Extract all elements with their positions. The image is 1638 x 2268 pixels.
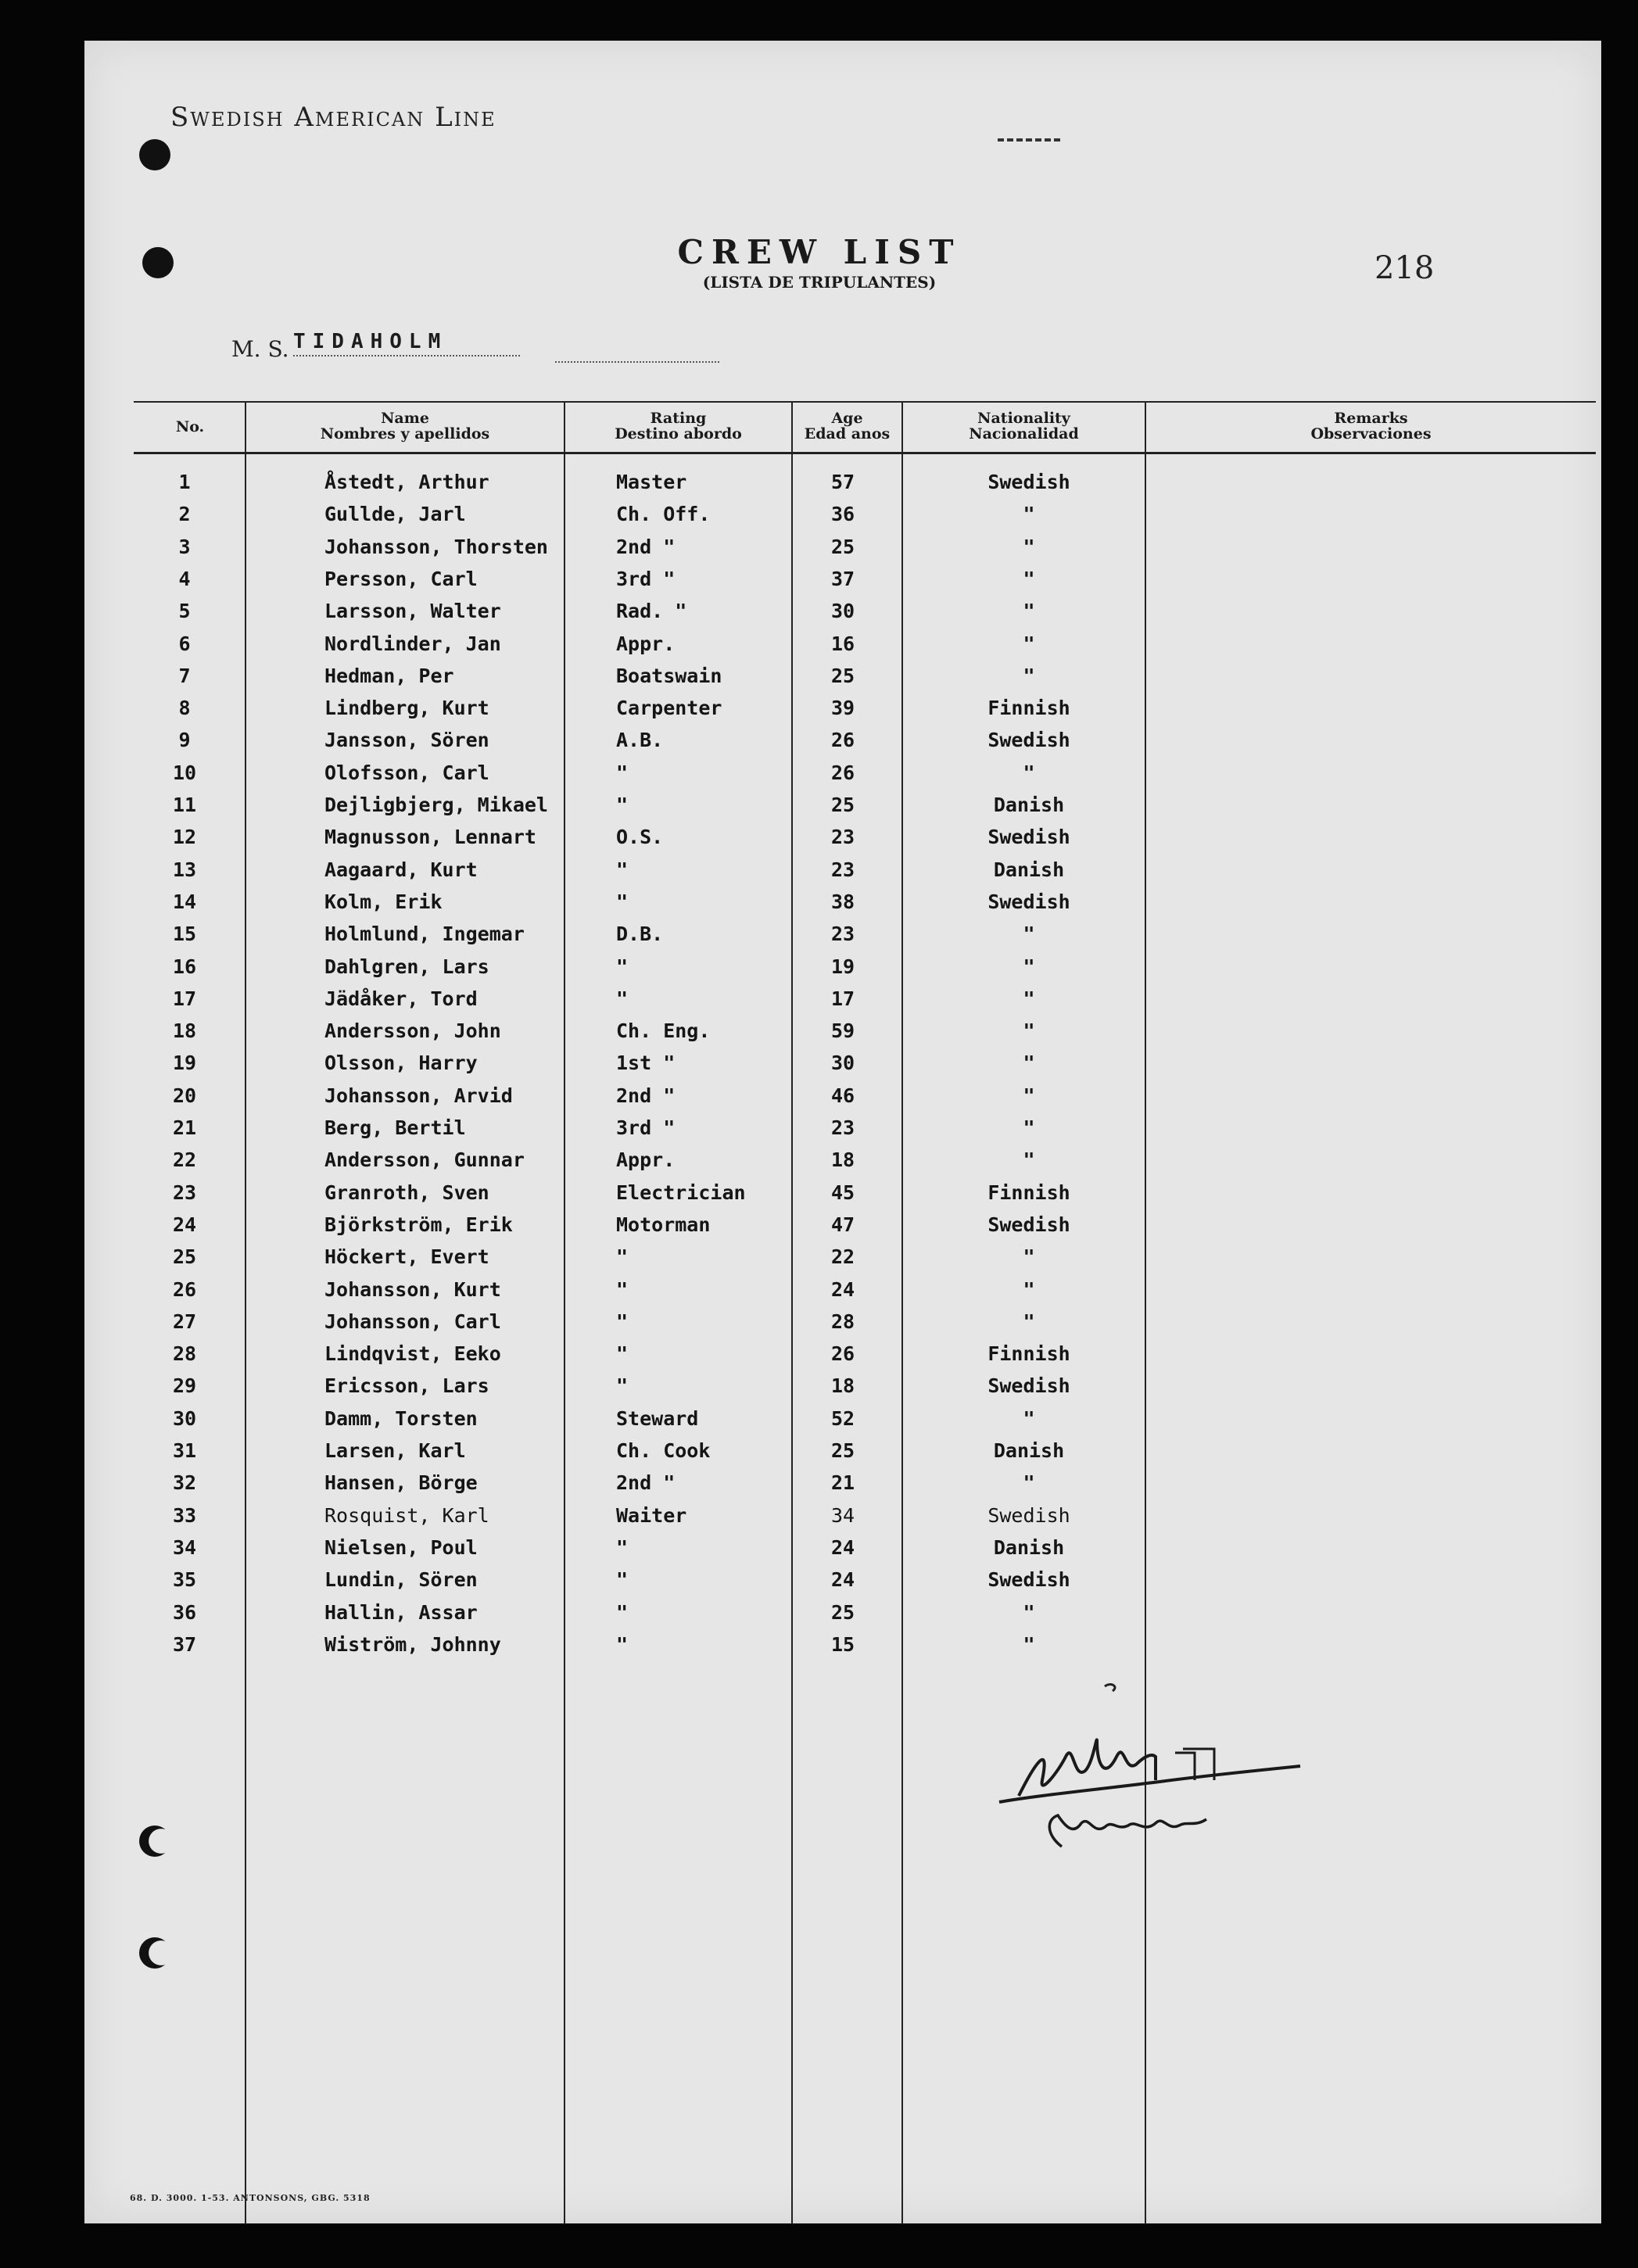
crew-name: Åstedt, Arthur — [324, 471, 489, 493]
crew-nationality: " — [1023, 1471, 1035, 1495]
crew-number: 20 — [172, 1084, 197, 1107]
header-age: Age Edad anos — [804, 410, 891, 442]
crew-number: 9 — [178, 729, 191, 752]
crew-number: 13 — [172, 858, 197, 881]
crew-rating: 3rd " — [616, 567, 676, 590]
crew-number: 26 — [172, 1277, 197, 1301]
crew-name: Hedman, Per — [324, 664, 454, 687]
crew-name: Berg, Bertil — [324, 1116, 466, 1139]
header-name: Name Nombres y apellidos — [320, 410, 490, 442]
crew-name: Magnusson, Lennart — [324, 826, 536, 849]
crew-number: 22 — [172, 1148, 197, 1172]
crew-name: Jansson, Sören — [324, 729, 489, 752]
crew-number: 23 — [172, 1181, 197, 1204]
document-subtitle: (LISTA DE TRIPULANTES) — [702, 273, 937, 292]
crew-nationality: " — [1023, 761, 1035, 784]
crew-rating: " — [616, 1310, 629, 1333]
crew-number: 17 — [172, 987, 197, 1010]
dash-mark — [998, 138, 1060, 145]
ship-label: M. S. — [231, 336, 289, 362]
crew-rating: " — [616, 761, 629, 784]
crew-name: Nielsen, Poul — [324, 1535, 478, 1559]
crew-number: 32 — [172, 1471, 197, 1495]
crew-name: Hansen, Börge — [324, 1471, 478, 1495]
crew-number: 28 — [172, 1342, 197, 1366]
crew-rating: A.B. — [616, 729, 664, 752]
crew-rating: " — [616, 987, 629, 1010]
table-row — [84, 536, 1601, 568]
crew-nationality: Danish — [993, 1439, 1065, 1462]
crew-rating: " — [616, 1568, 629, 1592]
crew-name: Larsson, Walter — [324, 600, 501, 623]
crew-rating: 1st " — [616, 1052, 676, 1075]
crew-number: 16 — [172, 955, 197, 978]
crew-nationality: " — [1023, 923, 1035, 946]
table-row — [84, 987, 1601, 1019]
crew-name: Dejligbjerg, Mikael — [324, 794, 548, 816]
crew-number: 35 — [172, 1568, 197, 1592]
crew-age: 17 — [830, 987, 855, 1010]
crew-age: 18 — [830, 1148, 855, 1172]
crew-name: Aagaard, Kurt — [324, 858, 478, 881]
crew-rating: " — [616, 1245, 629, 1269]
crew-rating: " — [616, 1632, 629, 1656]
crew-list-document — [84, 41, 1601, 2223]
crew-age: 23 — [830, 923, 855, 946]
crew-nationality: Swedish — [987, 1213, 1070, 1236]
crew-name: Johansson, Arvid — [324, 1084, 513, 1107]
crew-age: 23 — [830, 1116, 855, 1139]
crew-name: Hallin, Assar — [324, 1600, 478, 1624]
crew-age: 26 — [830, 729, 855, 752]
crew-age: 26 — [830, 1342, 855, 1366]
table-row — [84, 1148, 1601, 1181]
table-header-rule — [134, 452, 1596, 454]
crew-nationality: " — [1023, 600, 1035, 623]
crew-number: 3 — [178, 535, 191, 558]
crew-number: 18 — [172, 1019, 197, 1043]
crew-age: 36 — [830, 503, 855, 526]
table-row — [84, 1181, 1601, 1213]
crew-name: Ericsson, Lars — [324, 1374, 489, 1398]
crew-name: Persson, Carl — [324, 567, 478, 590]
crew-name: Lundin, Sören — [324, 1568, 478, 1592]
crew-age: 18 — [830, 1374, 855, 1398]
crew-nationality: Danish — [993, 1535, 1065, 1559]
table-row — [84, 955, 1601, 987]
crew-rating: Appr. — [616, 632, 676, 655]
table-row — [84, 600, 1601, 632]
crew-nationality: Swedish — [987, 1503, 1070, 1527]
crew-nationality: " — [1023, 987, 1035, 1010]
table-row — [84, 826, 1601, 858]
crew-nationality: Finnish — [987, 1181, 1070, 1204]
crew-number: 14 — [172, 890, 197, 913]
crew-name: Olofsson, Carl — [324, 761, 489, 784]
crew-age: 52 — [830, 1406, 855, 1430]
crew-name: Larsen, Karl — [324, 1439, 466, 1462]
header-rating: Rating Destino abordo — [615, 410, 742, 442]
crew-age: 38 — [830, 890, 855, 913]
punch-hole — [142, 247, 174, 278]
table-row — [84, 923, 1601, 955]
form-code: 68. D. 3000. 1-53. ANTONSONS, GBG. 5318 — [130, 2193, 371, 2203]
crew-name: Andersson, John — [324, 1019, 501, 1043]
crew-rating: Motorman — [616, 1213, 711, 1236]
crew-rating: Steward — [616, 1406, 699, 1430]
crew-age: 37 — [830, 567, 855, 590]
crew-rating: 2nd " — [616, 1471, 676, 1495]
table-row — [84, 1310, 1601, 1342]
crew-age: 26 — [830, 761, 855, 784]
crew-name: Andersson, Gunnar — [324, 1148, 525, 1172]
crew-number: 1 — [178, 471, 191, 493]
crew-rating: 3rd " — [616, 1116, 676, 1139]
crew-age: 19 — [830, 955, 855, 978]
crew-rating: Waiter — [616, 1503, 687, 1527]
table-row — [84, 1439, 1601, 1471]
table-row — [84, 665, 1601, 697]
crew-age: 25 — [830, 794, 855, 816]
crew-number: 19 — [172, 1052, 197, 1075]
crew-number: 31 — [172, 1439, 197, 1462]
crew-age: 47 — [830, 1213, 855, 1236]
crew-age: 24 — [830, 1277, 855, 1301]
crew-age: 24 — [830, 1568, 855, 1592]
crew-nationality: Swedish — [987, 890, 1070, 913]
crew-nationality: Swedish — [987, 729, 1070, 752]
crew-number: 4 — [178, 567, 191, 590]
crew-number: 34 — [172, 1535, 197, 1559]
crew-nationality: " — [1023, 567, 1035, 590]
crew-number: 11 — [172, 794, 197, 816]
crew-nationality: Swedish — [987, 471, 1070, 493]
table-row — [84, 568, 1601, 600]
table-row — [84, 1213, 1601, 1245]
crew-rating: " — [616, 1342, 629, 1366]
crew-rating: " — [616, 890, 629, 913]
crew-number: 33 — [172, 1503, 197, 1527]
punch-hole — [139, 139, 170, 170]
crew-nationality: Danish — [993, 794, 1065, 816]
crew-rating: " — [616, 1600, 629, 1624]
crew-age: 30 — [830, 600, 855, 623]
crew-nationality: Finnish — [987, 1342, 1070, 1366]
crew-nationality: " — [1023, 632, 1035, 655]
table-row — [84, 471, 1601, 503]
crew-name: Damm, Torsten — [324, 1406, 478, 1430]
table-row — [84, 1601, 1601, 1633]
crew-number: 21 — [172, 1116, 197, 1139]
crew-name: Gullde, Jarl — [324, 503, 466, 526]
table-row — [84, 1407, 1601, 1439]
crew-number: 7 — [178, 664, 191, 687]
crew-age: 25 — [830, 1600, 855, 1624]
master-signature — [987, 1679, 1316, 1874]
crew-number: 37 — [172, 1632, 197, 1656]
table-row — [84, 632, 1601, 665]
table-row — [84, 794, 1601, 826]
table-row — [84, 1633, 1601, 1665]
table-row — [84, 729, 1601, 761]
table-row — [84, 1052, 1601, 1084]
crew-age: 22 — [830, 1245, 855, 1269]
crew-rating: Boatswain — [616, 664, 722, 687]
header-remarks: Remarks Observaciones — [1310, 410, 1432, 442]
crew-age: 25 — [830, 664, 855, 687]
crew-name: Rosquist, Karl — [324, 1503, 489, 1527]
crew-rating: Rad. " — [616, 600, 687, 623]
table-row — [84, 1536, 1601, 1568]
crew-nationality: Finnish — [987, 697, 1070, 720]
crew-nationality: " — [1023, 535, 1035, 558]
crew-nationality: " — [1023, 955, 1035, 978]
crew-age: 25 — [830, 1439, 855, 1462]
crew-nationality: " — [1023, 1600, 1035, 1624]
table-row — [84, 1019, 1601, 1052]
crew-nationality: " — [1023, 1632, 1035, 1656]
crew-rating: " — [616, 858, 629, 881]
crew-age: 28 — [830, 1310, 855, 1333]
crew-rating: Ch. Off. — [616, 503, 711, 526]
crew-rating: Carpenter — [616, 697, 722, 720]
crew-nationality: " — [1023, 503, 1035, 526]
crew-age: 39 — [830, 697, 855, 720]
crew-age: 23 — [830, 858, 855, 881]
crew-nationality: " — [1023, 664, 1035, 687]
table-row — [84, 1278, 1601, 1310]
table-row — [84, 1471, 1601, 1503]
punch-hole — [139, 1937, 170, 1969]
crew-rating: Ch. Eng. — [616, 1019, 711, 1043]
crew-name: Nordlinder, Jan — [324, 632, 501, 655]
table-row — [84, 697, 1601, 729]
crew-name: Johansson, Thorsten — [324, 535, 548, 558]
table-row — [84, 761, 1601, 794]
crew-age: 24 — [830, 1535, 855, 1559]
crew-number: 12 — [172, 826, 197, 849]
crew-number: 6 — [178, 632, 191, 655]
ship-name: TIDAHOLM — [293, 330, 520, 357]
crew-nationality: " — [1023, 1019, 1035, 1043]
crew-rating: Master — [616, 471, 687, 493]
crew-rating: " — [616, 1535, 629, 1559]
crew-nationality: Swedish — [987, 1374, 1070, 1398]
crew-name: Olsson, Harry — [324, 1052, 478, 1075]
table-row — [84, 1342, 1601, 1374]
table-row — [84, 1568, 1601, 1600]
crew-age: 21 — [830, 1471, 855, 1495]
crew-nationality: " — [1023, 1148, 1035, 1172]
crew-number: 2 — [178, 503, 191, 526]
crew-rating: Ch. Cook — [616, 1439, 711, 1462]
crew-name: Holmlund, Ingemar — [324, 923, 525, 946]
crew-nationality: Swedish — [987, 1568, 1070, 1592]
crew-name: Björkström, Erik — [324, 1213, 513, 1236]
table-row — [84, 1374, 1601, 1406]
crew-name: Granroth, Sven — [324, 1181, 489, 1204]
crew-name: Wiström, Johnny — [324, 1632, 501, 1656]
company-name: Swedish American Line — [170, 102, 496, 133]
crew-rating: D.B. — [616, 923, 664, 946]
crew-rating: " — [616, 1277, 629, 1301]
crew-nationality: " — [1023, 1406, 1035, 1430]
crew-number: 25 — [172, 1245, 197, 1269]
crew-age: 59 — [830, 1019, 855, 1043]
crew-age: 15 — [830, 1632, 855, 1656]
crew-number: 10 — [172, 761, 197, 784]
crew-name: Jädåker, Tord — [324, 987, 478, 1010]
crew-rating: Electrician — [616, 1181, 746, 1204]
crew-name: Lindberg, Kurt — [324, 697, 489, 720]
crew-name: Dahlgren, Lars — [324, 955, 489, 978]
crew-number: 15 — [172, 923, 197, 946]
crew-age: 16 — [830, 632, 855, 655]
crew-rating: " — [616, 794, 629, 816]
crew-age: 23 — [830, 826, 855, 849]
header-nationality: Nationality Nacionalidad — [969, 410, 1079, 442]
crew-number: 29 — [172, 1374, 197, 1398]
crew-nationality: " — [1023, 1116, 1035, 1139]
crew-name: Kolm, Erik — [324, 890, 443, 913]
crew-number: 8 — [178, 697, 191, 720]
header-no: No. — [175, 418, 205, 435]
crew-age: 25 — [830, 535, 855, 558]
crew-rating: O.S. — [616, 826, 664, 849]
ship-dotted-line — [555, 361, 719, 363]
punch-hole — [139, 1826, 170, 1857]
table-row — [84, 1504, 1601, 1536]
crew-name: Lindqvist, Eeko — [324, 1342, 501, 1366]
crew-number: 36 — [172, 1600, 197, 1624]
crew-name: Johansson, Carl — [324, 1310, 501, 1333]
page-number: 218 — [1375, 250, 1435, 286]
document-title: CREW LIST — [677, 233, 962, 271]
table-row — [84, 1116, 1601, 1148]
crew-nationality: " — [1023, 1084, 1035, 1107]
table-row — [84, 858, 1601, 890]
crew-nationality: Danish — [993, 858, 1065, 881]
crew-age: 57 — [830, 471, 855, 493]
crew-rating: 2nd " — [616, 535, 676, 558]
table-row — [84, 503, 1601, 535]
crew-number: 5 — [178, 600, 191, 623]
crew-age: 46 — [830, 1084, 855, 1107]
table-top-rule — [134, 401, 1596, 403]
crew-rating: Appr. — [616, 1148, 676, 1172]
crew-nationality: Swedish — [987, 826, 1070, 849]
crew-number: 24 — [172, 1213, 197, 1236]
crew-rating: 2nd " — [616, 1084, 676, 1107]
crew-name: Johansson, Kurt — [324, 1277, 501, 1301]
crew-rating: " — [616, 1374, 629, 1398]
table-row — [84, 1245, 1601, 1277]
crew-nationality: " — [1023, 1052, 1035, 1075]
crew-name: Höckert, Evert — [324, 1245, 489, 1269]
crew-nationality: " — [1023, 1277, 1035, 1301]
crew-number: 27 — [172, 1310, 197, 1333]
crew-nationality: " — [1023, 1310, 1035, 1333]
crew-age: 34 — [830, 1503, 855, 1527]
crew-age: 30 — [830, 1052, 855, 1075]
table-row — [84, 890, 1601, 923]
crew-rating: " — [616, 955, 629, 978]
table-row — [84, 1084, 1601, 1116]
crew-age: 45 — [830, 1181, 855, 1204]
crew-number: 30 — [172, 1406, 197, 1430]
crew-nationality: " — [1023, 1245, 1035, 1269]
